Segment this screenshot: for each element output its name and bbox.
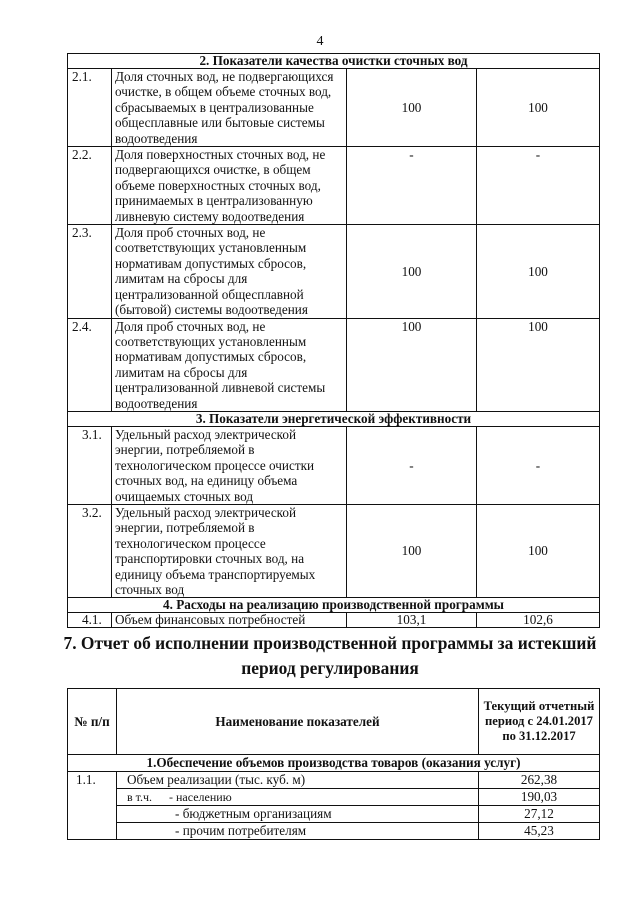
indicator-value-1: - [347,147,477,225]
header-indicator-name: Наименование показателей [117,689,479,755]
indicator-value: 45,23 [479,823,600,840]
table-row [68,613,600,628]
table-row [68,426,600,504]
header-number: № п/п [68,689,117,755]
section-2-title: 2. Показатели качества очистки сточных вод [68,54,600,69]
indicator-value-2: 102,6 [477,613,600,628]
row-number: 3.2. [68,504,112,597]
indicator-name: Удельный расход электрической энергии, потребляемой в технологическом процессе очистки сточных вод, на единицу объема очищаемых сточных вод [112,426,347,504]
indicator-value-2: - [477,147,600,225]
row-number: 2.3. [68,225,112,318]
indicator-name-cell [117,789,479,806]
indicator-name: Доля проб сточных вод, не соответствующих установленным нормативам допустимых сбросов, лимитам на сбросы для централизованной общесплавной (бытовой) системы водоотведения [112,225,347,318]
indicator-value-1: 103,1 [347,613,477,628]
header-current-period: Текущий отчетный период с 24.01.2017 по 31.12.2017 [479,689,600,755]
row-number: 2.4. [68,318,112,411]
indicator-name: Объем реализации (тыс. куб. м) [117,772,479,789]
page-number: 4 [316,34,324,49]
table-row [68,823,600,840]
row-number [68,789,117,806]
quality-indicators-table [67,53,600,628]
table-row [68,147,600,225]
table-row [68,772,600,789]
indicator-name: Доля проб сточных вод, не соответствующих установленным нормативам допустимых сбросов, лимитам на сбросы для централизованной ливневой системы водоотведения [112,318,347,411]
indicator-name: - бюджетным организациям [117,806,479,823]
table-row [68,789,600,806]
indicator-name: - населению [169,790,232,804]
indicator-value: 262,38 [479,772,600,789]
table-row [68,504,600,597]
row-number: 4.1. [68,613,112,628]
indicator-name: Удельный расход электрической энергии, потребляемой в технологическом процессе транспортировки сточных вод, на единицу объема транспортируемых сточных вод [112,504,347,597]
indicator-value-1: 100 [347,69,477,147]
indicator-value: 27,12 [479,806,600,823]
row-number: 2.1. [68,69,112,147]
indicator-value-1: 100 [347,504,477,597]
program-execution-table [67,688,600,840]
table-row [68,318,600,411]
indicator-value: 190,03 [479,789,600,806]
indicator-name: Доля сточных вод, не подвергающихся очистке, в общем объеме сточных вод, сбрасываемых в централизованные общесплавные или бытовые системы водоотведения [112,69,347,147]
section-1-title: 1.Обеспечение объемов производства товаров (оказания услуг) [68,755,600,772]
row-number: 1.1. [68,772,117,789]
indicator-value-1: 100 [347,318,477,411]
table-row [68,69,600,147]
table-row [68,225,600,318]
section-3-title: 3. Показатели энергетической эффективности [68,411,600,426]
prefix-label: в т.ч. [127,790,153,804]
row-number [68,806,117,823]
row-number: 3.1. [68,426,112,504]
row-number [68,823,117,840]
indicator-value-2: 100 [477,225,600,318]
section-4-title: 4. Расходы на реализацию производственной программы [68,598,600,613]
indicator-value-2: 100 [477,69,600,147]
indicator-value-1: 100 [347,225,477,318]
table-row [68,806,600,823]
indicator-name: - прочим потребителям [117,823,479,840]
indicator-value-1: - [347,426,477,504]
indicator-name: Доля поверхностных сточных вод, не подвергающихся очистке, в общем объеме поверхностных сточных вод, принимаемых в централизованную ливневую систему водоотведения [112,147,347,225]
section-7-heading: 7. Отчет об исполнении производственной программы за истекший период регулирования [63,633,597,678]
indicator-value-2: 100 [477,318,600,411]
indicator-name: Объем финансовых потребностей [112,613,347,628]
indicator-value-2: - [477,426,600,504]
row-number: 2.2. [68,147,112,225]
indicator-value-2: 100 [477,504,600,597]
